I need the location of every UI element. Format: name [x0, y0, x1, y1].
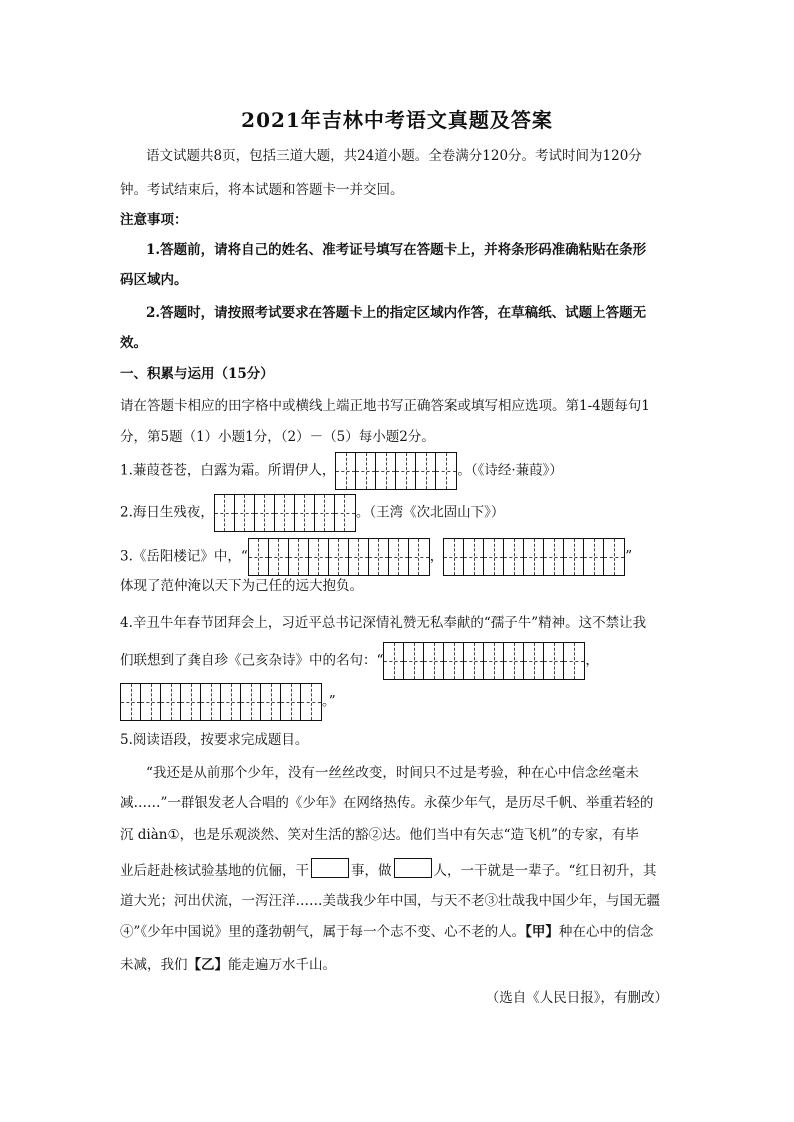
question-3-before: 3.《岳阳楼记》中，“: [120, 548, 248, 565]
passage-line-7: [120, 955, 336, 975]
passage-line-4-c: 人，一干就是一辈子。“红日初升，其: [433, 863, 657, 879]
question-3: [120, 538, 632, 576]
passage-line-6-a: ④”《少年中国说》里的蓬勃朝气，属于每一个志不变、心不老的人。: [120, 924, 526, 940]
blank-1[interactable]: [311, 858, 349, 878]
answer-grid-q1[interactable]: [335, 452, 457, 490]
passage-line-4: [120, 858, 656, 881]
question-1-after: 。（《诗经·蒹葭》）: [457, 462, 563, 479]
passage-line-6: [120, 922, 653, 942]
passage-line-7-b: 能走遍万水千山。: [228, 957, 336, 973]
intro-line-1: 语文试题共8页，包括三道大题，共24道小题。全卷满分120分。考试时间为120分: [146, 148, 642, 164]
notice-item-1-line-1: 1.答题前，请将自己的姓名、准考证号填写在答题卡上，并将条形码准确粘贴在条形: [146, 242, 647, 258]
section-1-desc-line-1: 请在答题卡相应的田字格中或横线上端正地书写正确答案或填写相应选项。第1-4题每句1: [120, 398, 650, 414]
question-4-line-2-after: ，: [585, 652, 599, 669]
question-5-heading: 5.阅读语段，按要求完成题目。: [120, 732, 309, 748]
intro-line-2: 钟。考试结束后，将本试题和答题卡一并交回。: [120, 182, 404, 198]
question-1: [120, 452, 563, 490]
passage-line-5: 道大光；河出伏流，一泻汪洋……美哉我少年中国，与天不老③壮哉我中国少年，与国无疆: [120, 893, 660, 909]
passage-line-2: 减……”一群银发老人合唱的《少年》在网络热传。永葆少年气，是历尽千帆、举重若轻的: [120, 795, 654, 811]
marker-jia: 【甲】: [525, 924, 559, 940]
notice-heading: 注意事项：: [120, 212, 188, 228]
passage-line-7-a: 未减，我们: [120, 957, 188, 973]
question-3-middle: ，: [429, 548, 444, 565]
question-3-after: ”: [625, 548, 633, 565]
question-4-line-3: [120, 683, 336, 721]
passage-line-3: 沉 diàn①，也是乐观淡然、笑对生活的豁②达。他们当中有矢志“造飞机”的专家，有毕: [120, 827, 639, 843]
answer-grid-q4-a[interactable]: [383, 642, 585, 680]
blank-2[interactable]: [394, 858, 432, 878]
question-4-line-2-before: 们联想到了龚自珍《己亥杂诗》中的名句：“: [120, 652, 384, 669]
answer-grid-q3-a[interactable]: [248, 538, 430, 576]
notice-item-2-line-1: 2.答题时，请按照考试要求在答题卡上的指定区域内作答，在草稿纸、试题上答题无: [146, 305, 647, 321]
passage-line-1: “我还是从前那个少年，没有一丝丝改变，时间只不过是考验，种在心中信念丝毫未: [146, 765, 639, 781]
question-2-after: 。（王湾《次北固山下》）: [355, 504, 505, 521]
page-title: 2021年吉林中考语文真题及答案: [241, 108, 553, 132]
passage-line-4-b: 事，做: [351, 863, 392, 879]
question-2: [120, 494, 504, 532]
question-4-line-2: [120, 642, 599, 680]
section-1-desc-line-2: 分，第5题（1）小题1分，（2）－（5）每小题2分。: [120, 429, 435, 445]
question-4-line-1: 4.辛丑牛年春节团拜会上，习近平总书记深情礼赞无私奉献的“孺子牛”精神。这不禁让我: [120, 615, 647, 631]
question-4-line-3-after: 。”: [322, 693, 336, 710]
notice-item-1-line-2: 码区域内。: [120, 272, 188, 288]
notice-item-2-line-2: 效。: [120, 335, 147, 351]
passage-source: （选自《人民日报》，有删改）: [485, 990, 668, 1006]
question-1-before: 1.蒹葭苍苍，白露为霜。所谓伊人，: [120, 462, 336, 479]
answer-grid-q3-b[interactable]: [443, 538, 625, 576]
marker-yi: 【乙】: [187, 957, 228, 973]
section-1-heading: 一、积累与运用（15分）: [120, 366, 274, 382]
passage-line-4-a: 业后赶赴核试验基地的伉俪，干: [120, 863, 309, 879]
passage-line-6-b: 种在心中的信念: [558, 924, 654, 940]
question-3-line-2: 体现了范仲淹以天下为己任的远大抱负。: [120, 578, 363, 594]
answer-grid-q2[interactable]: [214, 494, 356, 532]
question-2-before: 2.海日生残夜，: [120, 504, 214, 521]
answer-grid-q4-b[interactable]: [120, 683, 322, 721]
